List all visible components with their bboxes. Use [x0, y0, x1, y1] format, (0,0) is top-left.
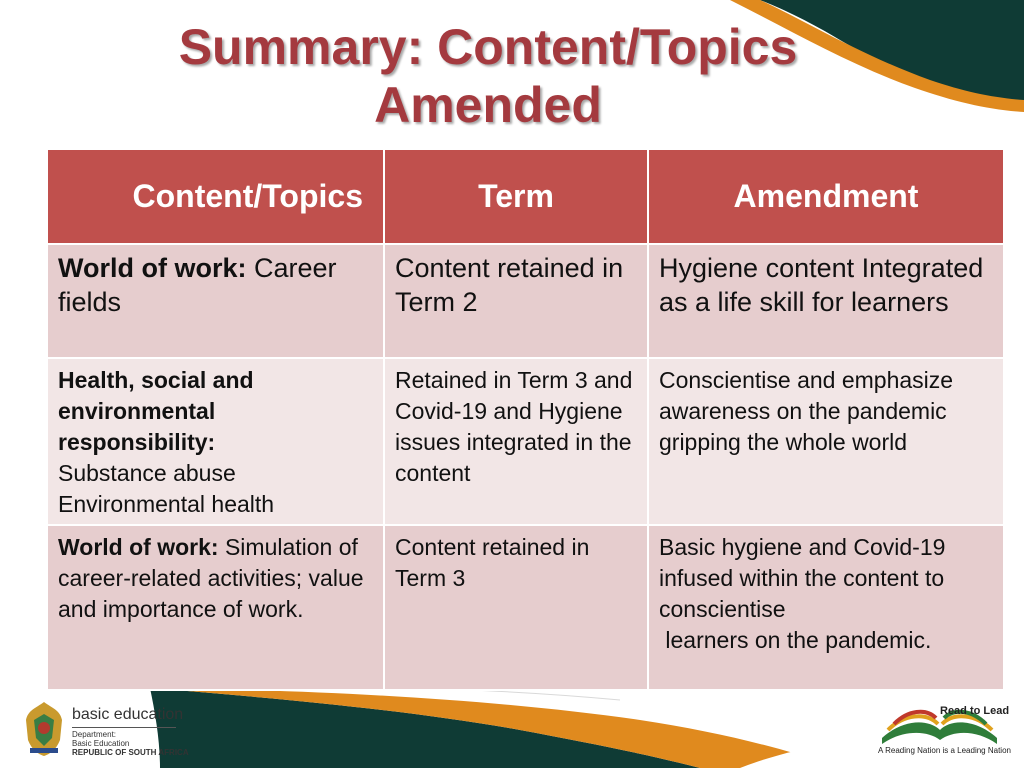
topic-bold: World of work:	[58, 534, 219, 560]
table-row	[47, 244, 1004, 358]
cell-amendment: Conscientise and emphasize awareness on the pandemic gripping the whole world	[648, 358, 1004, 525]
topic-bold: Health, social and environmental responsibility:	[58, 367, 254, 455]
cell-amendment: Hygiene content Integrated as a life skill for learners	[648, 244, 1004, 358]
read-to-lead-title: Read to Lead	[940, 705, 1010, 717]
cell-topic	[47, 244, 384, 358]
cell-topic	[47, 525, 384, 690]
cell-term: Content retained in Term 2	[384, 244, 648, 358]
slide-title	[0, 18, 976, 134]
dbe-dept: Department:	[72, 730, 117, 739]
table-header-row	[47, 149, 1004, 244]
header-amendment: Amendment	[648, 149, 1004, 244]
topic-line-2: Environmental health	[58, 491, 275, 517]
dbe-sub: Basic Education	[72, 739, 130, 748]
topic-rest: Career fields	[58, 253, 337, 317]
topic-bold: World of work:	[58, 253, 247, 283]
amendment-line-2: learners on the pandemic.	[659, 627, 932, 653]
cell-amendment	[648, 525, 1004, 690]
cell-term: Content retained in Term 3	[384, 525, 648, 690]
header-term: Term	[384, 149, 648, 244]
dbe-name: basic education	[72, 706, 184, 723]
table-row	[47, 525, 1004, 690]
read-to-lead-tagline: A Reading Nation is a Leading Nation	[878, 746, 1011, 755]
amendments-table	[46, 148, 1005, 691]
dbe-country: REPUBLIC OF SOUTH AFRICA	[72, 748, 189, 757]
amendment-line-1: Basic hygiene and Covid-19 infused within the content to conscientise	[659, 534, 946, 622]
cell-topic	[47, 358, 384, 525]
topic-line-1: Substance abuse	[58, 460, 236, 486]
title-line-2: Amended	[374, 77, 602, 133]
coat-of-arms-icon	[22, 700, 66, 758]
title-line-1: Summary: Content/Topics	[178, 19, 798, 75]
topic-rest: Simulation of career-related activities; value and importance of work.	[58, 534, 364, 622]
header-content-topics: Content/Topics	[47, 149, 384, 244]
dbe-text-block	[72, 706, 189, 757]
table-row	[47, 358, 1004, 525]
cell-term: Retained in Term 3 and Covid-19 and Hygiene issues integrated in the content	[384, 358, 648, 525]
